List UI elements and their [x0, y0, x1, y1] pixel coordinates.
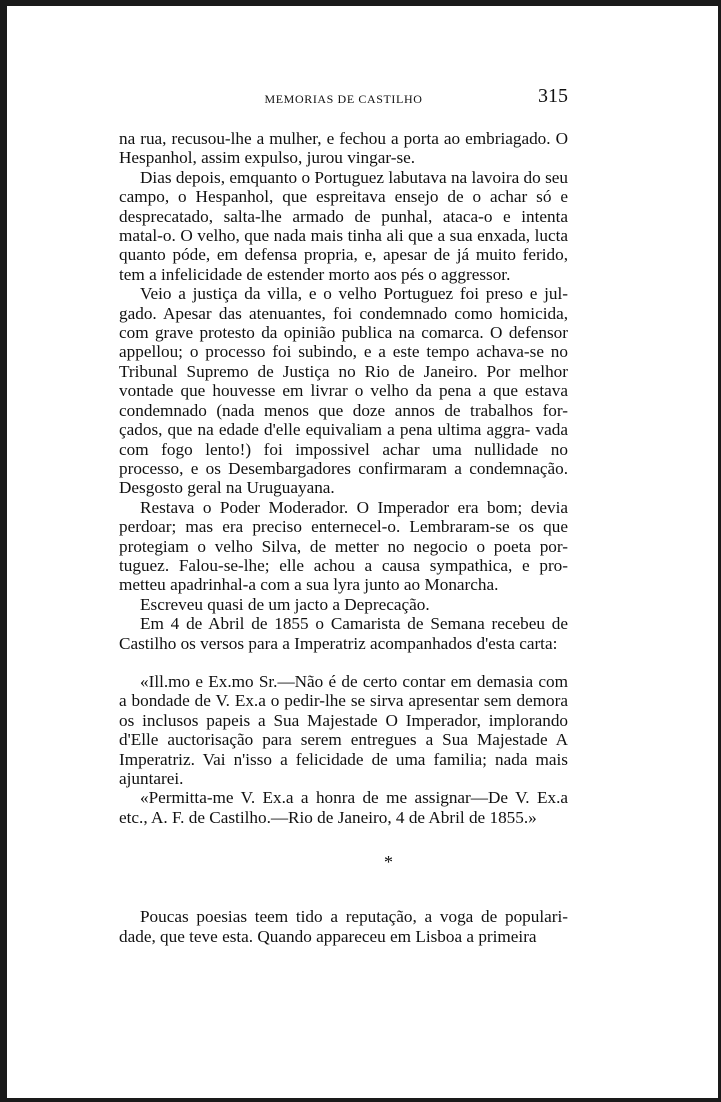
- paragraph: Poucas poesias teem tido a reputação, a voga de populari- dade, que teve esta. Quando appareceu em Lisboa a primeira: [119, 907, 568, 946]
- book-page: [119, 80, 568, 946]
- section-separator: *: [384, 852, 393, 873]
- paragraph: Dias depois, emquanto o Portuguez labutava na lavoira do seu campo, o Hespanhol, que espreitava ensejo de o achar só e desprecatado, salta-lhe armado de punhal, ataca-o e intenta matal-o. O velho, que nada mais tinha ali que a sua enxada, lucta quanto póde, em defensa propria, e, apesar de já muito ferido, tem a infelicidade de estender morto aos pés o aggressor.: [119, 167, 569, 284]
- page-body: [119, 129, 568, 946]
- paragraph: Escreveu quasi de um jacto a Deprecação.: [140, 594, 430, 614]
- letter-paragraph: «Permitta-me V. Ex.a a honra de me assignar—De V. Ex.a etc., A. F. de Castilho.—Rio de Janeiro, 4 de Abril de 1855.»: [119, 788, 568, 827]
- paragraph: Restava o Poder Moderador. O Imperador era bom; devia perdoar; mas era preciso enternecel-o. Lembraram-se os que protegiam o velho Silva, de metter no negocio o poeta por- tuguez. Falou-se-lhe; elle achou a causa sympathica, e pro- metteu apadrinhal-a com a sua lyra junto ao Monarcha.: [119, 497, 568, 595]
- running-title: MEMORIAS DE CASTILHO: [264, 92, 423, 106]
- page-header: [119, 80, 568, 110]
- closing-section: [119, 907, 568, 946]
- quoted-letter: [119, 672, 568, 827]
- page-number: 315: [538, 85, 568, 107]
- paragraph: Veio a justiça da villa, e o velho Portuguez foi preso e jul- gado. Apesar das atenuantes, foi condemnado como homicida, com grave protesto da opinião publica na comarca. O defensor appellou; o processo foi subindo, e a este tempo achava-se no Tribunal Supremo de Justiça no Rio de Janeiro. Por melhor vontade que houvesse em livrar o velho da pena a que estava condemnado (nada menos que doze annos de trabalhos for- çados, que na edade d'elle equivaliam a pena ultima aggra- vada com fogo lento!) foi impossivel achar uma nullidade no processo, e os Desembargadores confirmaram a condemnação. Desgosto geral na Uruguayana.: [119, 284, 568, 498]
- paragraph: Em 4 de Abril de 1855 o Camarista de Semana recebeu de Castilho os versos para a Imperatriz acompanhados d'esta carta:: [119, 614, 569, 653]
- paragraph: na rua, recusou-lhe a mulher, e fechou a porta ao embriagado. O Hespanhol, assim expulso, jurou vingar-se.: [119, 129, 569, 168]
- letter-paragraph: «Ill.mo e Ex.mo Sr.—Não é de certo contar em demasia com a bondade de V. Ex.a o pedir-lhe se sirva apresentar sem demora os inclusos papeis a Sua Majestade O Imperador, implorando d'Elle auctorisação para serem entregues a Sua Majestade A Imperatriz. Vai n'isso a felicidade de uma familia; nada mais ajuntarei.: [119, 671, 569, 788]
